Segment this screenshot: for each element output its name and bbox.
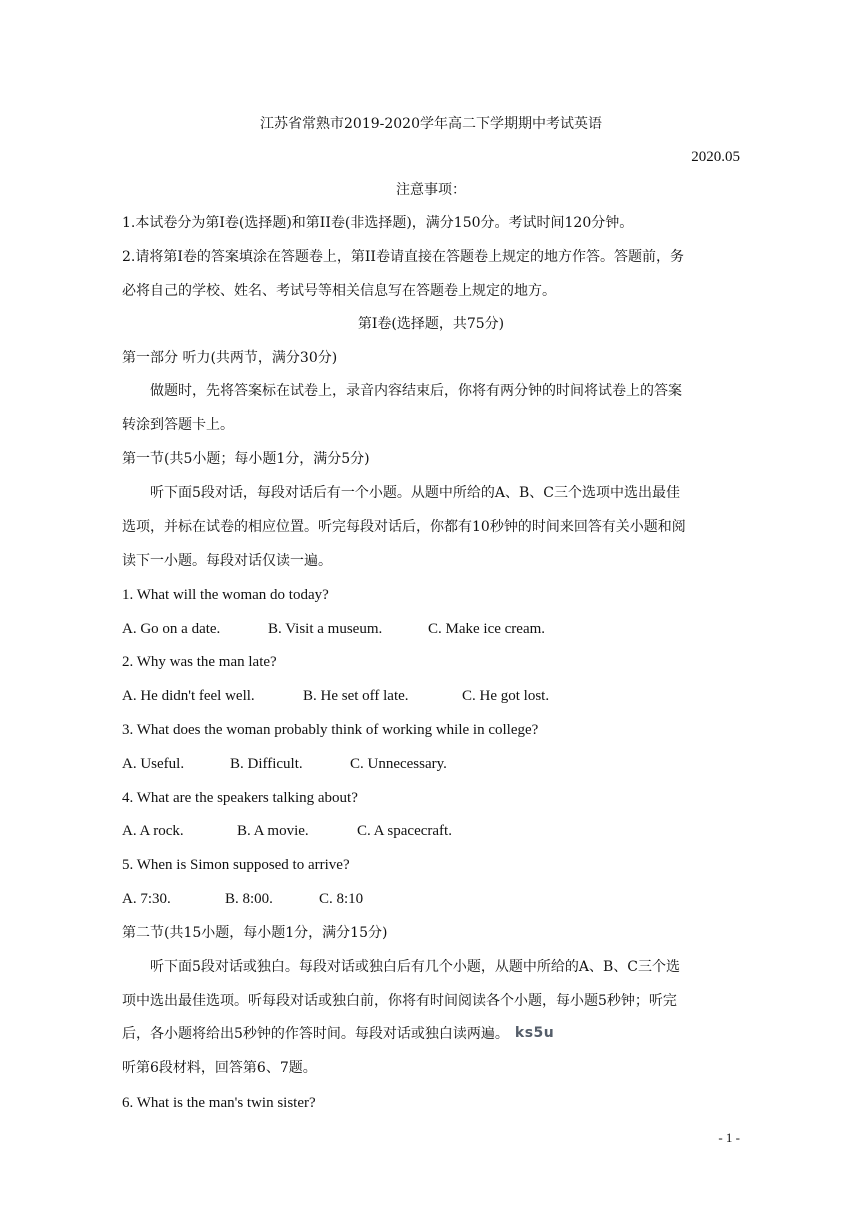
doc-title: 江苏省常熟市2019-2020学年高二下学期期中考试英语 [260,116,602,132]
page-number: - 1 - [718,1130,740,1145]
question-1: 1. What will the woman do today? [122,587,329,603]
part1-instruction-line1: 做题时，先将答案标在试卷上，录音内容结束后，你将有两分钟的时间将试卷上的答案 [150,383,682,399]
option-b: B. Difficult. [230,756,303,772]
option-b: B. A movie. [237,823,309,839]
section2-instruction-line3 [122,1024,740,1044]
section2-instruction-text: 后，各小题将给出5秒钟的作答时间。每段对话或独白读两遍。 [122,1026,509,1042]
section1-instruction-line2: 选项，并标在试卷的相应位置。听完每段对话后，你都有10秒钟的时间来回答有关小题和阅 [122,519,686,535]
option-a: A. A rock. [122,823,184,839]
notice-heading: 注意事项： [396,182,466,198]
question-5-options [122,889,740,909]
question-4-options [122,821,740,841]
volume-heading: 第I卷(选择题，共75分) [357,316,505,332]
question-5: 5. When is Simon supposed to arrive? [122,857,350,873]
option-c: C. Unnecessary. [350,756,447,772]
section2-heading: 第二节(共15小题，每小题1分，满分15分) [122,925,388,941]
section2-instruction-line1: 听下面5段对话或独白。每段对话或独白后有几个小题，从题中所给的A、B、C三个选 [150,959,681,975]
question-1-options [122,619,740,639]
option-a: A. Useful. [122,756,185,772]
material-6-prompt: 听第6段材料，回答第6、7题。 [122,1060,317,1076]
ks5u-watermark: ks5u [514,1025,555,1041]
option-b: B. He set off late. [303,688,409,704]
notice-item-1: 1.本试卷分为第I卷(选择题)和第II卷(非选择题)，满分150分。考试时间120分钟。 [122,215,634,231]
option-a: A. He didn't feel well. [122,688,255,704]
question-4: 4. What are the speakers talking about? [122,790,358,806]
part1-heading: 第一部分 听力(共两节，满分30分) [122,350,338,366]
option-a: A. Go on a date. [122,621,221,637]
doc-date: 2020.05 [691,149,740,165]
option-b: B. 8:00. [225,891,273,907]
question-2-options [122,686,740,706]
option-c: C. He got lost. [462,688,550,704]
question-3-options [122,754,740,774]
notice-item-2-line2: 必将自己的学校、姓名、考试号等相关信息写在答题卷上规定的地方。 [122,283,556,299]
option-c: C. A spacecraft. [357,823,452,839]
section1-instruction-line1: 听下面5段对话，每段对话后有一个小题。从题中所给的A、B、C三个选项中选出最佳 [150,485,681,501]
option-a: A. 7:30. [122,891,171,907]
option-c: C. Make ice cream. [428,621,546,637]
section1-instruction-line3: 读下一小题。每段对话仅读一遍。 [122,553,332,569]
question-3: 3. What does the woman probably think of working while in college? [122,722,539,738]
section2-instruction-line2: 项中选出最佳选项。听每段对话或独白前，你将有时间阅读各个小题，每小题5秒钟；听完 [122,993,677,1009]
part1-instruction-line2: 转涂到答题卡上。 [122,417,234,433]
option-b: B. Visit a museum. [268,621,383,637]
question-2: 2. Why was the man late? [122,654,277,670]
section1-heading: 第一节(共5小题；每小题1分，满分5分) [122,451,370,467]
question-6: 6. What is the man's twin sister? [122,1095,316,1111]
notice-item-2-line1: 2.请将第I卷的答案填涂在答题卷上，第II卷请直接在答题卷上规定的地方作答。答题前，务 [122,249,684,265]
option-c: C. 8:10 [319,891,364,907]
